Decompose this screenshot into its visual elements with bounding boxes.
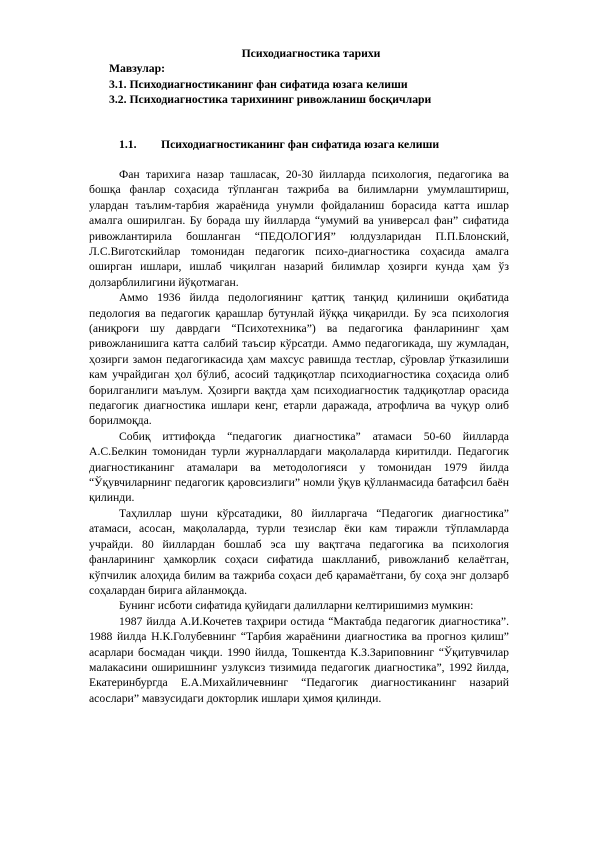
document-title: Психодиагностика тарихи (241, 47, 381, 60)
topic-item: 3.1. Психодиагностиканинг фан сифатида юзага келиши (109, 77, 408, 91)
paragraph: Собиқ иттифоқда “педагогик диагностика” атамаси 50-60 йилларда А.С.Белкин томонидан турли журналлардаги мақолаларда киритилди. Педагогик диагностиканинг атамалари ва методологияси у томонидан 1979 йилда “Ўқувчиларнинг педагогик қаровсизлиги” номли ўқув қўлланмасида батафсил баён қилинди. (89, 429, 509, 505)
section-number: 1.1. (119, 137, 137, 151)
section-title: Психодиагностиканинг фан сифатида юзага келиши (161, 137, 440, 151)
paragraph: Аммо 1936 йилда педологиянинг қаттиқ танқид қилиниши оқибатида педология ва педагогик қарашлар бутунлай йўққа чиқарилди. Бу эса психология (аниқроғи шу даврдаги “Психотехника”) ва педагогика фанларининг ҳам ривожланишига катта салбий таъсир кўрсатди. Аммо педагогикада, шу жумладан, ҳозирги замон педагогикасида ҳам махсус равишда тестлар, сўровлар ўтказилиши кам учрайдиган ҳол бўлиб, асосий тадқиқотлар психодиагностика соҳасида олиб борилганлиги маълум. Ҳозирги вақтда ҳам психодиагностик тадқиқотлар орасида педагогик диагностика ишлари кенг, етарли даражада, атрофлича ва чуқур олиб борилмоқда. (89, 291, 509, 428)
document-page (89, 46, 509, 706)
paragraph: Бунинг исботи сифатида қуйидаги далилларни келтиришимиз мумкин: (119, 599, 474, 613)
topics-label: Мавзулар: (109, 62, 165, 76)
paragraph: Фан тарихига назар ташласак, 20-30 йилларда психология, педагогика ва бошқа фанлар соҳасида тўпланган тажриба ва билимларни умумлаштириш, улардан таълим-тарбия жараёнида унумли фойдаланиш борасида катта ишлар амалга оширилган. Бу борада шу йилларда “умумий ва универсал фан” сифатида ривожлантирила бошланган “ПЕДОЛОГИЯ” юлдузларидан П.П.Блонский, Л.С.Виготскийлар томонидан педагогик психо-диагностика соҳасида амалга оширган ишлари, ишлаб чиқилган назарий билимлар ҳозирги кунда ҳам ўз долзарблилигини йўқотмаган. (89, 167, 509, 289)
paragraph: Таҳлиллар шуни кўрсатадики, 80 йилларгача “Педагогик диагностика” атамаси, асосан, мақолаларда, турли тезислар ёки кам тиражли тўпламларда учрайди. 80 йиллардан бошлаб эса шу вақтгача педагогика ва психология фанларининг ҳамкорлик соҳаси сифатида шаклланиб, ривожланиб келаётган, кўпчилик алоҳида билим ва тажриба соҳаси деб қарамаётгани, бу соҳа энг долзарб соҳалардан бирига айланмоқда. (89, 506, 509, 597)
section-heading (89, 137, 509, 152)
paragraph: 1987 йилда А.И.Кочетев таҳрири остида “Мактабда педагогик диагностика”. 1988 йилда Н.К.Голубевнинг “Тарбия жараёнини диагностика ва прогноз қилиш” асарлари босмадан чиқди. 1990 йилда, Тошкентда К.З.Зариповнинг “Ўқитувчилар малакасини оширишнинг узлуксиз тизимида педагогик диагностика”, 1992 йилда, Екатеринбургда Е.А.Михайличевнинг “Педагогик диагностиканинг назарий асослари” мавзусидаги докторлик ишлари ҳимоя қилинди. (89, 614, 509, 705)
topic-item: 3.2. Психодиагностика тарихининг ривожланиш босқичлари (109, 93, 432, 107)
